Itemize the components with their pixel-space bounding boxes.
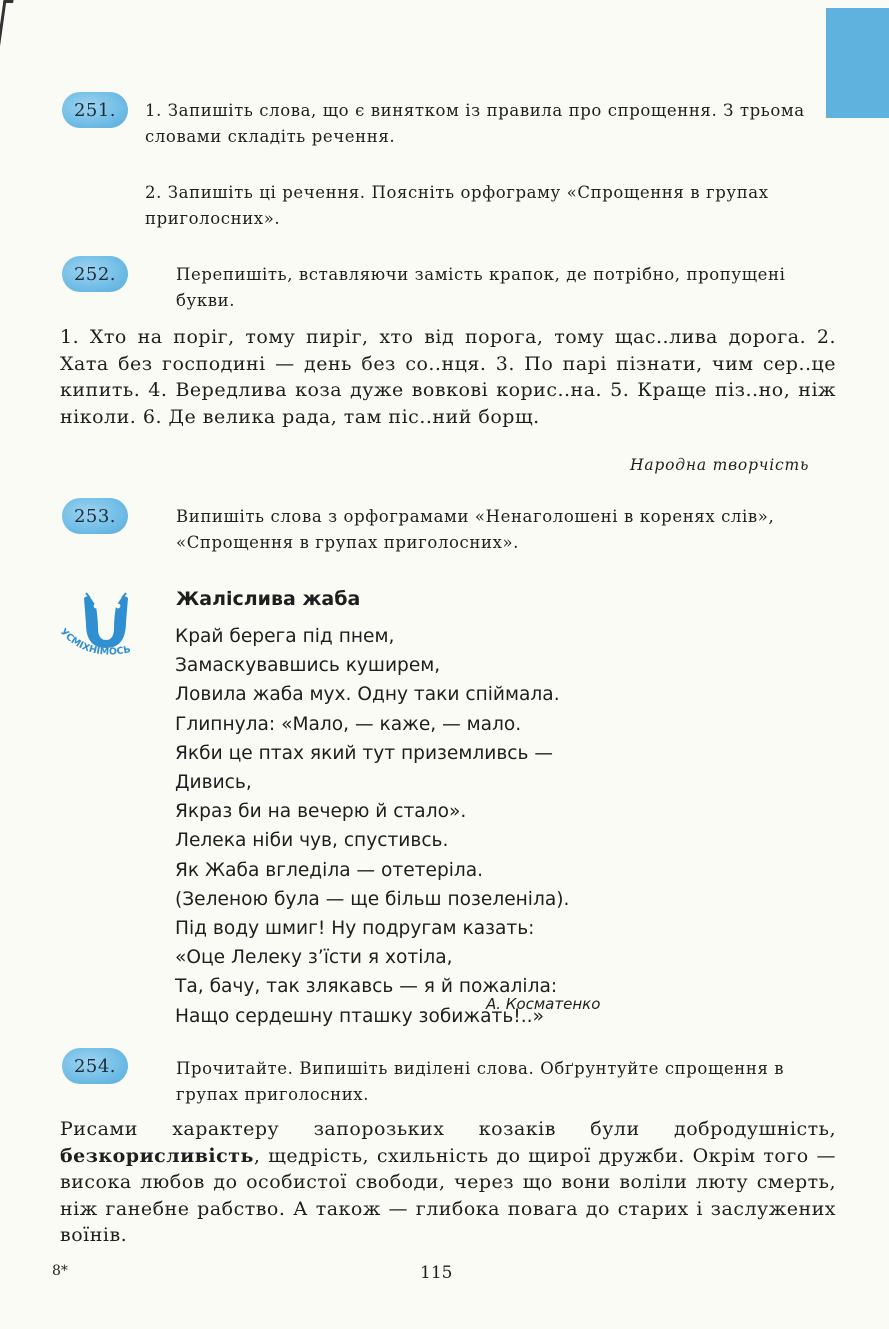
poem-line: (Зеленою була — ще більш позеленіла). bbox=[175, 888, 570, 910]
task-252-instruction: Перепишіть, вставляючи замість крапок, де потрібно, пропущені букви. bbox=[176, 265, 786, 310]
task-number-badge-253 bbox=[62, 498, 128, 534]
task-252-source: Народна творчість bbox=[630, 456, 810, 474]
poem-line: Глипнула: «Мало, — каже, — мало. bbox=[175, 713, 522, 735]
corner-color-tab bbox=[826, 8, 889, 118]
poem-line: Край берега під пнем, bbox=[175, 626, 395, 647]
task-number-251: 251. bbox=[73, 99, 117, 121]
poem-line: Ловила жаба мух. Одну таки спіймала. bbox=[175, 684, 560, 706]
signature-mark: 8* bbox=[52, 1263, 68, 1279]
task-number-badge-252 bbox=[62, 256, 128, 292]
task-number-badge-254 bbox=[62, 1048, 128, 1084]
poem-line: Дивись, bbox=[175, 772, 252, 794]
task-number-253: 253. bbox=[73, 505, 117, 527]
poem-line: Замаскувавшись куширем, bbox=[175, 655, 441, 677]
task-254-text: Рисами характеру запорозьких козаків були добродушність, безкорисливість, щедрість, схильність до щирої дружби. Окрім того — висока любов до особистої свободи, через що вони воліли люту смерть, ніж ганебне рабство. А також — глибока повага до старих і заслужених воїнів. bbox=[60, 1118, 836, 1246]
task-253-instruction: Випишіть слова з орфограмами «Ненаголошені в коренях слів», «Спрощення в групах приголосних». bbox=[176, 507, 775, 552]
smile-logo-icon bbox=[54, 592, 164, 662]
task-number-254: 254. bbox=[73, 1055, 117, 1077]
poem-line: Якраз би на вечерю й стало». bbox=[175, 801, 467, 823]
poem-text bbox=[175, 622, 569, 1031]
page-edge-mark bbox=[0, 0, 14, 50]
highlighted-word: безкорисливість bbox=[60, 1144, 254, 1167]
poem-line: Та, бачу, так злякавсь — я й пожаліла: bbox=[175, 976, 558, 998]
poem-title: Жаліслива жаба bbox=[176, 588, 361, 610]
task-number-252: 252. bbox=[73, 263, 117, 285]
task-number-badge-251 bbox=[62, 92, 128, 128]
task-251-item-1: 1. Запишіть слова, що є винятком із правила про спрощення. З трьома словами складіть речення. bbox=[145, 101, 805, 146]
logo-text: УСМІХНІМОСЬ bbox=[57, 626, 132, 658]
poem-author: А. Косматенко bbox=[486, 995, 601, 1013]
poem-line: Якби це птах який тут приземливсь — bbox=[175, 742, 553, 764]
page-number: 115 bbox=[420, 1263, 453, 1283]
poem-line: Під воду шмиг! Ну подругам казать: bbox=[175, 918, 535, 940]
poem-line: Нащо сердешну пташку зобижать!..» bbox=[175, 1005, 544, 1027]
poem-line: «Оце Лелеку з’їсти я хотіла, bbox=[175, 947, 453, 969]
task-254-instruction: Прочитайте. Випишіть виділені слова. Обґрунтуйте спрощення в групах приголосних. bbox=[176, 1059, 785, 1104]
poem-line: Як Жаба вгледіла — отетеріла. bbox=[175, 859, 484, 881]
task-252-text: 1. Хто на поріг, тому пиріг, хто від порога, тому щас..лива дорога. 2. Хата без господині — день без со..нця. 3. По парі пізнати, чим сер..це кипить. 4. Вередлива коза дуже вовкові корис..на. 5. Краще піз..но, ніж ніколи. 6. Де велика рада, там піс..ний борщ. bbox=[60, 326, 836, 428]
poem-line: Лелека ніби чув, спустивсь. bbox=[175, 830, 449, 852]
task-251-item-2: 2. Запишіть ці речення. Поясніть орфограму «Спрощення в групах приголосних». bbox=[145, 183, 769, 228]
